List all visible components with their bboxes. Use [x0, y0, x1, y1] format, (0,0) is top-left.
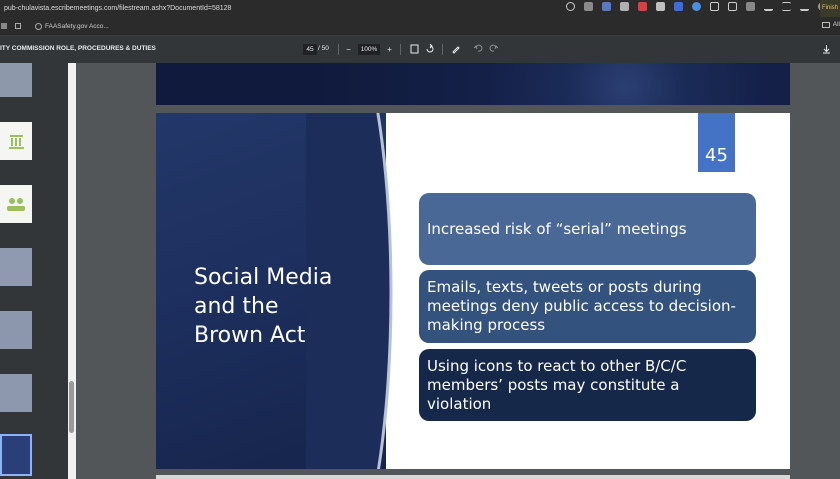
download-icon[interactable] — [800, 2, 809, 11]
page-thumbnail[interactable] — [0, 374, 32, 412]
download-icon[interactable] — [764, 2, 773, 11]
bookmark-label: FAASafety.gov Acco... — [45, 22, 109, 30]
toolbar-divider — [338, 44, 339, 55]
bullet-box — [419, 270, 756, 343]
annotate-icon[interactable] — [450, 44, 461, 57]
extension-icon[interactable] — [638, 2, 647, 11]
slide-title: Social Media and the Brown Act — [194, 265, 333, 348]
pdf-toolbar — [0, 36, 840, 63]
toolbar-divider — [442, 44, 443, 55]
grid-icon[interactable] — [15, 23, 21, 29]
zoom-out-button[interactable]: − — [346, 45, 351, 54]
scrollbar-thumb[interactable] — [69, 381, 74, 433]
extension-icon[interactable] — [674, 2, 683, 11]
slide-number: 45 — [705, 145, 728, 166]
previous-slide — [156, 63, 790, 105]
globe-icon — [35, 23, 42, 30]
page-thumbnail[interactable] — [0, 185, 32, 223]
folder-icon — [822, 22, 830, 28]
menu-icon[interactable] — [782, 2, 791, 11]
page-thumbnail[interactable] — [0, 248, 32, 286]
bullet-text: Using icons to react to other B/C/C members’ posts may constitute a violation — [427, 356, 687, 413]
zoom-level-input[interactable]: 100% — [358, 44, 380, 55]
rotate-icon[interactable] — [424, 44, 435, 57]
toolbar-divider — [400, 44, 401, 55]
slide-page — [156, 113, 790, 469]
redo-icon[interactable] — [488, 44, 499, 56]
browser-top-bar — [0, 0, 840, 17]
bookmarks-bar — [0, 17, 840, 36]
page-thumbnail[interactable] — [0, 63, 32, 97]
puzzle-icon[interactable] — [710, 2, 719, 11]
zoom-in-button[interactable]: + — [387, 45, 392, 54]
all-bookmarks-label: All — [832, 21, 840, 28]
profile-button[interactable]: Finish — [820, 0, 840, 17]
thumbnail-sidebar — [0, 63, 68, 479]
next-slide-edge — [156, 475, 790, 479]
thumbnail-scrollbar[interactable] — [68, 63, 76, 479]
bullet-text: Emails, texts, tweets or posts during meetings deny public access to decision-making process — [427, 278, 736, 334]
pdf-viewer — [76, 63, 840, 479]
bookmark-faasafety[interactable] — [35, 23, 109, 30]
all-bookmarks[interactable] — [822, 21, 840, 28]
page-count: / 50 — [318, 45, 329, 52]
apps-icon[interactable] — [1, 23, 7, 29]
extension-icon[interactable] — [746, 2, 755, 11]
address-bar-url[interactable]: pub-chulavista.escribemeetings.com/filestream.ashx?DocumentId=58128 — [4, 5, 232, 12]
document-title: ITY COMMISSION ROLE, PROCEDURES & DUTIES — [0, 45, 156, 52]
page-thumbnail[interactable] — [0, 122, 32, 160]
fit-page-icon[interactable] — [409, 44, 420, 57]
page-thumbnail[interactable] — [0, 311, 32, 349]
page-number-input[interactable]: 45 — [303, 44, 317, 55]
undo-icon[interactable] — [473, 44, 484, 56]
split-view-icon[interactable] — [728, 2, 737, 11]
extension-icon[interactable] — [584, 2, 593, 11]
bullet-box — [419, 193, 756, 265]
star-icon[interactable] — [566, 2, 575, 11]
bullet-box — [419, 349, 756, 421]
bullet-text: Increased risk of “serial” meetings — [427, 219, 687, 238]
extension-icon[interactable] — [692, 2, 701, 11]
page-thumbnail-active[interactable] — [0, 434, 32, 476]
download-icon[interactable] — [821, 44, 832, 57]
extension-icon[interactable] — [602, 2, 611, 11]
extensions-row — [566, 2, 836, 11]
extension-icon[interactable] — [620, 2, 629, 11]
slide-number-badge — [698, 113, 735, 172]
extension-icon[interactable] — [656, 2, 665, 11]
